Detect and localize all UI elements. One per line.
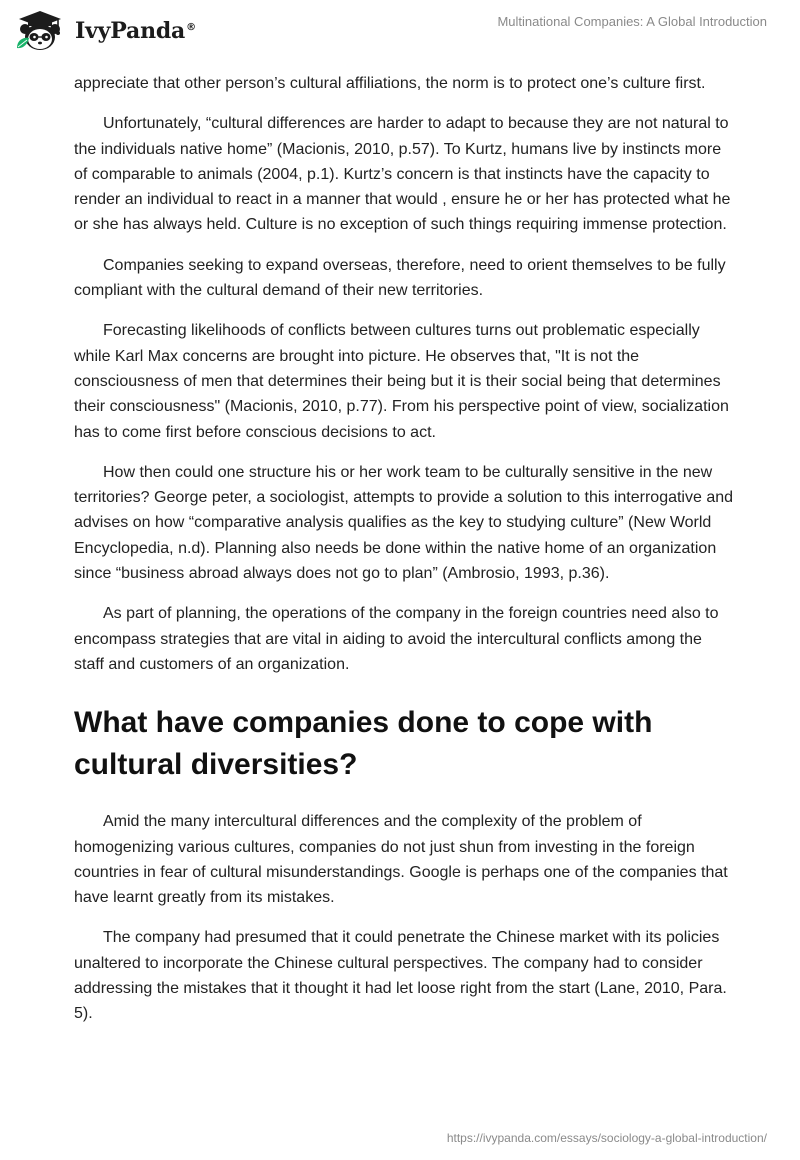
article-body — [74, 71, 734, 1042]
section-heading: What have companies done to cope with cultural diversities? — [74, 706, 653, 782]
source-url[interactable]: https://ivypanda.com/essays/sociology-a-global-introduction/ — [446, 1131, 767, 1145]
page-header — [0, 0, 800, 70]
paragraph: Companies seeking to expand overseas, therefore, need to orient themselves to be fully compliant with the cultural demand of their new territories. — [74, 256, 726, 300]
logo-wordmark — [75, 18, 196, 44]
paragraph: Unfortunately, “cultural differences are harder to adapt to because they are not natural to the individuals native home” (Macionis, 2010, p.57). To Kurtz, humans live by instincts more of comparable to animals (2004, p.1). Kurtz’s concern is that instincts have the capacity to render an individual to react in a manner that would , ensure he or her has protected what he or she has always held. Culture is no exception of such things requiring immense protection. — [74, 115, 731, 234]
paragraph: appreciate that other person’s cultural affiliations, the norm is to protect one’s culture first. — [74, 75, 706, 92]
paragraph: The company had presumed that it could penetrate the Chinese market with its policies unaltered to incorporate the Chinese cultural perspectives. The company had to consider addressing the mistakes that it thought it had let loose right from the start (Lane, 2010, Para. 5). — [74, 929, 727, 1023]
logo-text: IvyPanda — [75, 18, 186, 44]
paragraph: Amid the many intercultural differences and the complexity of the problem of homogenizing various cultures, companies do not just shun from investing in the foreign countries in fear of cultural misunderstandings. Google is perhaps one of the companies that have learnt greatly from its mistakes. — [74, 813, 728, 907]
ivypanda-logo[interactable] — [14, 8, 196, 54]
paragraph: As part of planning, the operations of the company in the foreign countries need also to encompass strategies that are vital in aiding to avoid the intercultural conflicts among the staff and customers of an organization. — [74, 605, 719, 673]
document-title: Multinational Companies: A Global Introduction — [497, 14, 767, 29]
registered-mark: ® — [186, 21, 196, 33]
paragraph: How then could one structure his or her work team to be culturally sensitive in the new territories? George peter, a sociologist, attempts to provide a solution to this interrogative and advises on how “comparative analysis qualifies as the key to studying culture” (New World Encyclopedia, n.d). Planning also needs be done within the native home of an organization since “business abroad always does not go to plan” (Ambrosio, 1993, p.36). — [74, 463, 734, 583]
panda-graduate-icon — [14, 8, 66, 54]
paragraph: Forecasting likelihoods of conflicts between cultures turns out problematic especially while Karl Max concerns are brought into picture. He observes that, "It is not the consciousness of men that determines their being but it is their social being that determines their consciousness" (Macionis, 2010, p.77). From his perspective point of view, socialization has to come first before conscious decisions to act. — [74, 322, 729, 441]
